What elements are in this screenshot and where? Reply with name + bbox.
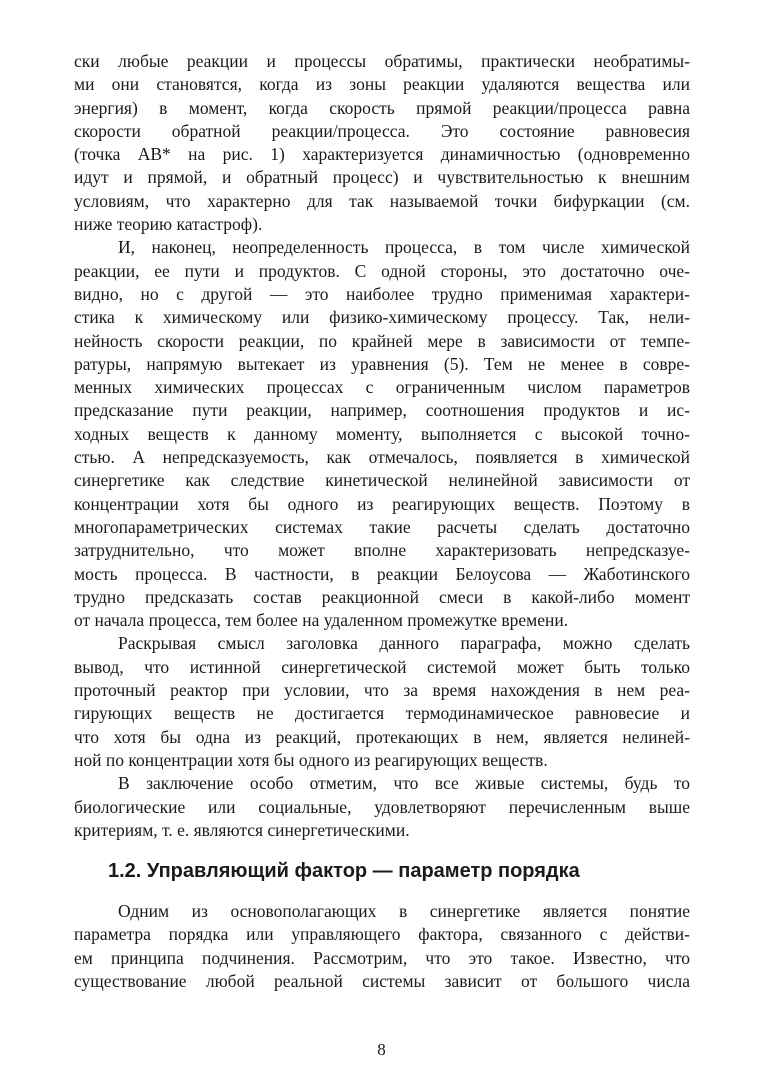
text-line: существование любой реальной системы зависит от большого числа <box>74 970 690 991</box>
text-line: мость процесса. В частности, в реакции Белоусова — Жаботинского <box>74 563 690 584</box>
section-number: 1.2. <box>108 860 142 883</box>
text-line: видно, но с другой — это наиболее трудно применимая характери- <box>74 283 690 304</box>
text-line: стика к химическому или физико-химическому процессу. Так, нели- <box>74 307 690 328</box>
text-line: ми они становятся, когда из зоны реакции удаляются вещества или <box>74 74 690 95</box>
text-line: вывод, что истинной синергетической системой может быть только <box>74 656 690 677</box>
page-number: 8 <box>377 1040 386 1059</box>
text-line: ратуры, напрямую вытекает из уравнения (5). Тем не менее в совре- <box>74 353 690 374</box>
text-line: многопараметрических системах такие расчеты сделать достаточно <box>74 516 690 537</box>
paragraph-equilibrium <box>74 50 690 236</box>
text-line: стью. А непредсказуемость, как отмечалось, появляется в химической <box>74 447 690 468</box>
text-line: скорости обратной реакции/процесса. Это состояние равновесия <box>74 120 690 141</box>
text-line: ходных веществ к данному моменту, выполняется с высокой точно- <box>74 423 690 444</box>
paragraph-order-parameter <box>74 900 690 993</box>
page-body <box>74 50 690 993</box>
text-line: В заключение особо отметим, что все живые системы, будь то <box>118 773 690 794</box>
text-line: нейность скорости реакции, по крайней мере в зависимости от темпе- <box>74 330 690 351</box>
text-line: проточный реактор при условии, что за время нахождения в нем реа- <box>74 680 690 701</box>
text-line: трудно предсказать состав реакционной смеси в какой-либо момент <box>74 586 690 607</box>
section-title: Управляющий фактор — параметр порядка <box>146 860 580 883</box>
text-line: концентрации хотя бы одного из реагирующих веществ. Поэтому в <box>74 493 690 514</box>
paragraph-living-systems <box>74 772 690 842</box>
text-line: критериям, т. е. являются синергетическими. <box>74 819 410 840</box>
text-line: синергетике как следствие кинетической нелинейной зависимости от <box>74 470 690 491</box>
text-line: ниже теорию катастроф). <box>74 214 263 235</box>
paragraph-conclusion-reactor <box>74 632 690 772</box>
text-line: ем принципа подчинения. Рассмотрим, что это такое. Известно, что <box>74 947 690 968</box>
text-line: ски любые реакции и процессы обратимы, практически необратимы- <box>74 51 690 71</box>
text-line: Раскрывая смысл заголовка данного параграфа, можно сделать <box>118 633 690 654</box>
text-line: условиям, что характерно для так называемой точки бифуркации (см. <box>74 190 690 211</box>
section-heading <box>108 858 690 884</box>
text-line: Одним из основополагающих в синергетике является понятие <box>118 901 690 922</box>
text-line: И, наконец, неопределенность процесса, в том числе химической <box>118 237 690 258</box>
text-line: предсказание пути реакции, например, соотношения продуктов и ис- <box>74 400 690 421</box>
text-line: менных химических процессах с ограниченным числом параметров <box>74 377 690 398</box>
text-line: гирующих веществ не достигается термодинамическое равновесие и <box>74 703 690 724</box>
text-line: (точка АВ* на рис. 1) характеризуется динамичностью (одновременно <box>74 144 690 165</box>
text-line: ной по концентрации хотя бы одного из реагирующих веществ. <box>74 749 548 770</box>
text-line: энергия) в момент, когда скорость прямой реакции/процесса равна <box>74 97 690 118</box>
text-line: идут и прямой, и обратный процесс) и чувствительностью к внешним <box>74 167 690 188</box>
text-line: затруднительно, что может вполне характеризовать непредсказуе- <box>74 540 690 561</box>
text-line: параметра порядка или управляющего фактора, связанного с действи- <box>74 924 690 945</box>
text-line: от начала процесса, тем более на удаленном промежутке времени. <box>74 610 569 631</box>
text-line: что хотя бы одна из реакций, протекающих в нем, является нелиней- <box>74 726 690 747</box>
paragraph-uncertainty <box>74 236 690 632</box>
text-line: биологические или социальные, удовлетворяют перечисленным выше <box>74 796 690 817</box>
text-line: реакции, ее пути и продуктов. С одной стороны, это достаточно оче- <box>74 260 690 281</box>
